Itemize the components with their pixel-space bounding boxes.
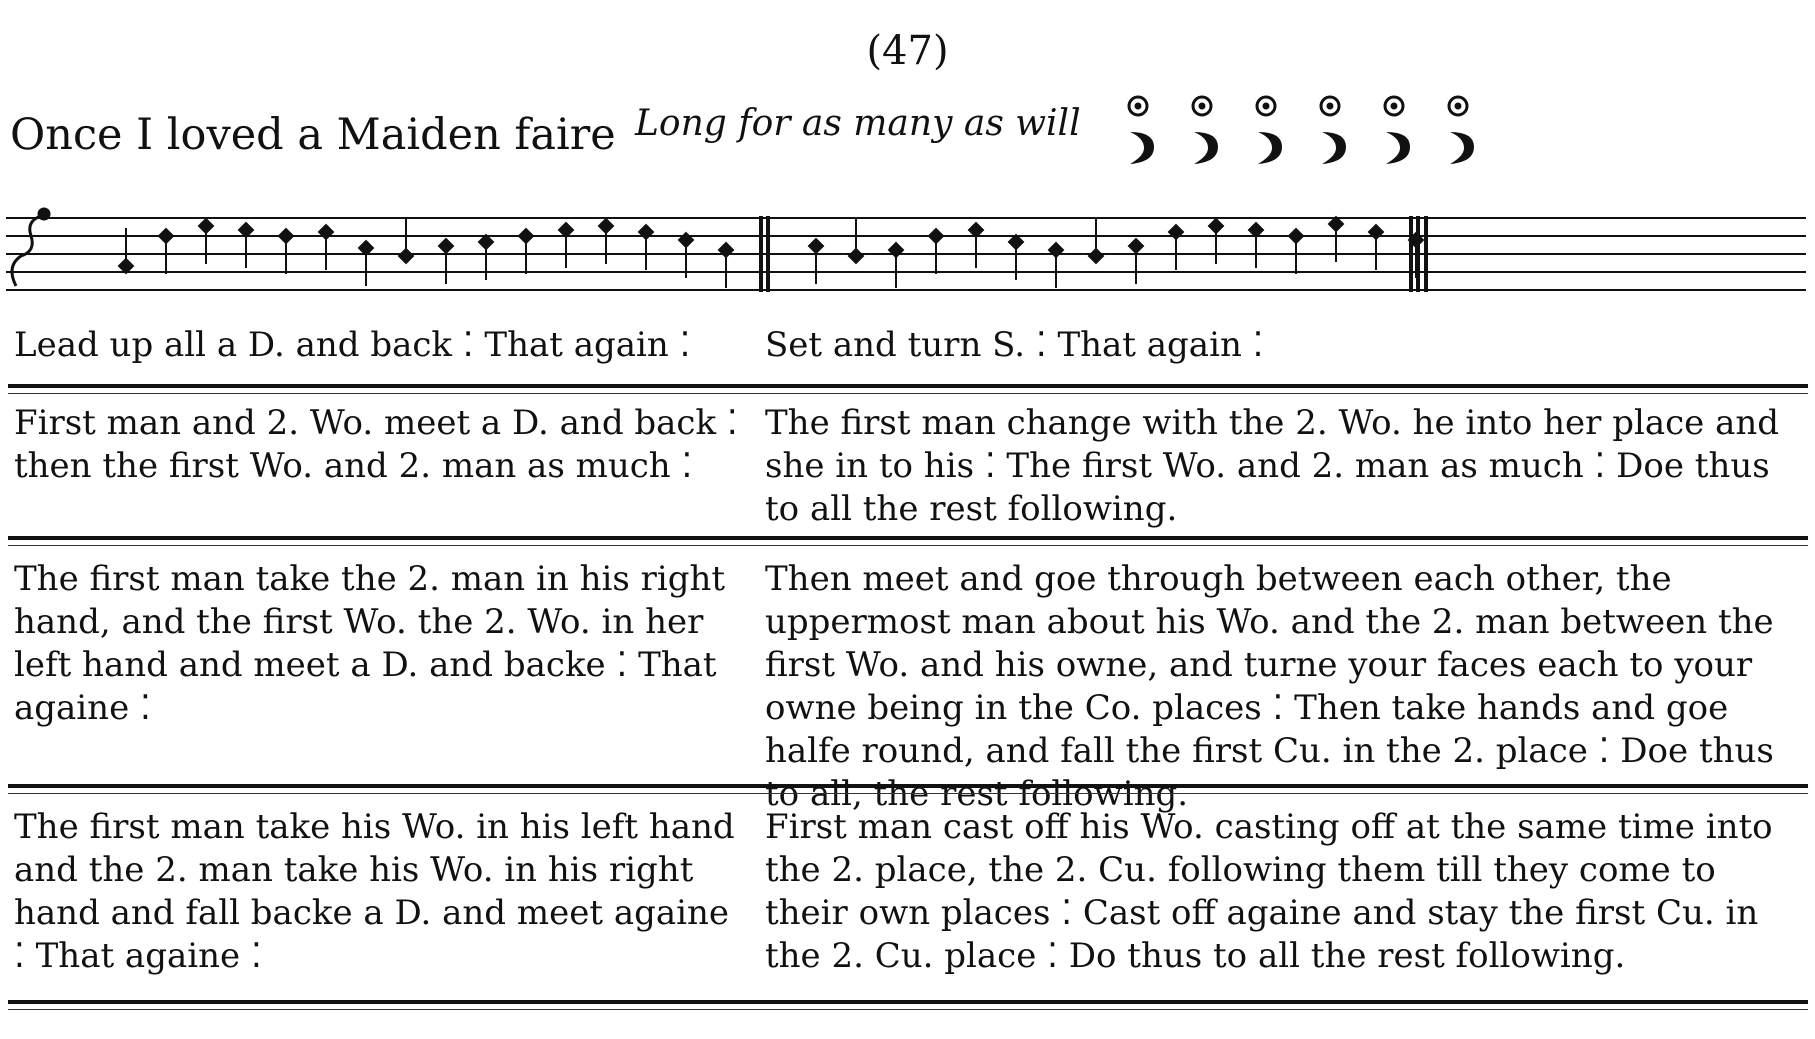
figure-row bbox=[8, 318, 1808, 388]
figure-row bbox=[8, 800, 1808, 1004]
page-number: (47) bbox=[866, 28, 949, 74]
man-symbol bbox=[1194, 132, 1218, 164]
figure-row bbox=[8, 396, 1808, 540]
figure-left-text: The first man take the 2. man in his right hand, and the first Wo. the 2. Wo. in her left hand and meet a D. and backe ⁚ That againe ⁚ bbox=[14, 559, 726, 728]
figure-right-text: Then meet and goe through between each other, the uppermost man about his Wo. and the 2. man between the first Wo. and his owne, and turne your faces each to your owne being in the Co. places ⁚ Then take hands and goe halfe round, and fall the first Cu. in the 2. place ⁚ Doe thus to all, the rest following. bbox=[765, 559, 1774, 814]
dance-title: Once I loved a Maiden faire bbox=[10, 110, 616, 160]
man-symbol bbox=[1322, 132, 1346, 164]
dance-formation-label: Long for as many as will bbox=[635, 103, 1081, 144]
figure-right-text: First man cast off his Wo. casting off at the same time into the 2. place, the 2. Cu. following them till they come to their own places ⁚ Cast off againe and stay the first Cu. in the 2. Cu. place ⁚ Do thus to all the rest following. bbox=[765, 807, 1773, 976]
figure-left-text: The first man take his Wo. in his left hand and the 2. man take his Wo. in his right hand and fall backe a D. and meet againe ⁚ That againe ⁚ bbox=[14, 807, 735, 976]
figure-right-text: The first man change with the 2. Wo. he into her place and she in to his ⁚ The first Wo. and 2. man as much ⁚ Doe thus to all the rest following. bbox=[765, 403, 1780, 529]
man-symbol bbox=[1450, 132, 1474, 164]
figure-left-text: Lead up all a D. and back ⁚ That again ⁚ bbox=[14, 325, 691, 365]
formation-diagram bbox=[1120, 92, 1480, 167]
man-symbol bbox=[1258, 132, 1282, 164]
figure-row bbox=[8, 552, 1808, 814]
figure-right-text: Set and turn S. ⁚ That again ⁚ bbox=[765, 325, 1264, 365]
man-symbol bbox=[1130, 132, 1154, 164]
music-staff bbox=[6, 206, 1806, 306]
clef bbox=[12, 216, 41, 286]
dance-instructions-table bbox=[8, 318, 1808, 1004]
figure-left-text: First man and 2. Wo. meet a D. and back ⁚ then the first Wo. and 2. man as much ⁚ bbox=[14, 403, 738, 486]
man-symbol bbox=[1386, 132, 1410, 164]
